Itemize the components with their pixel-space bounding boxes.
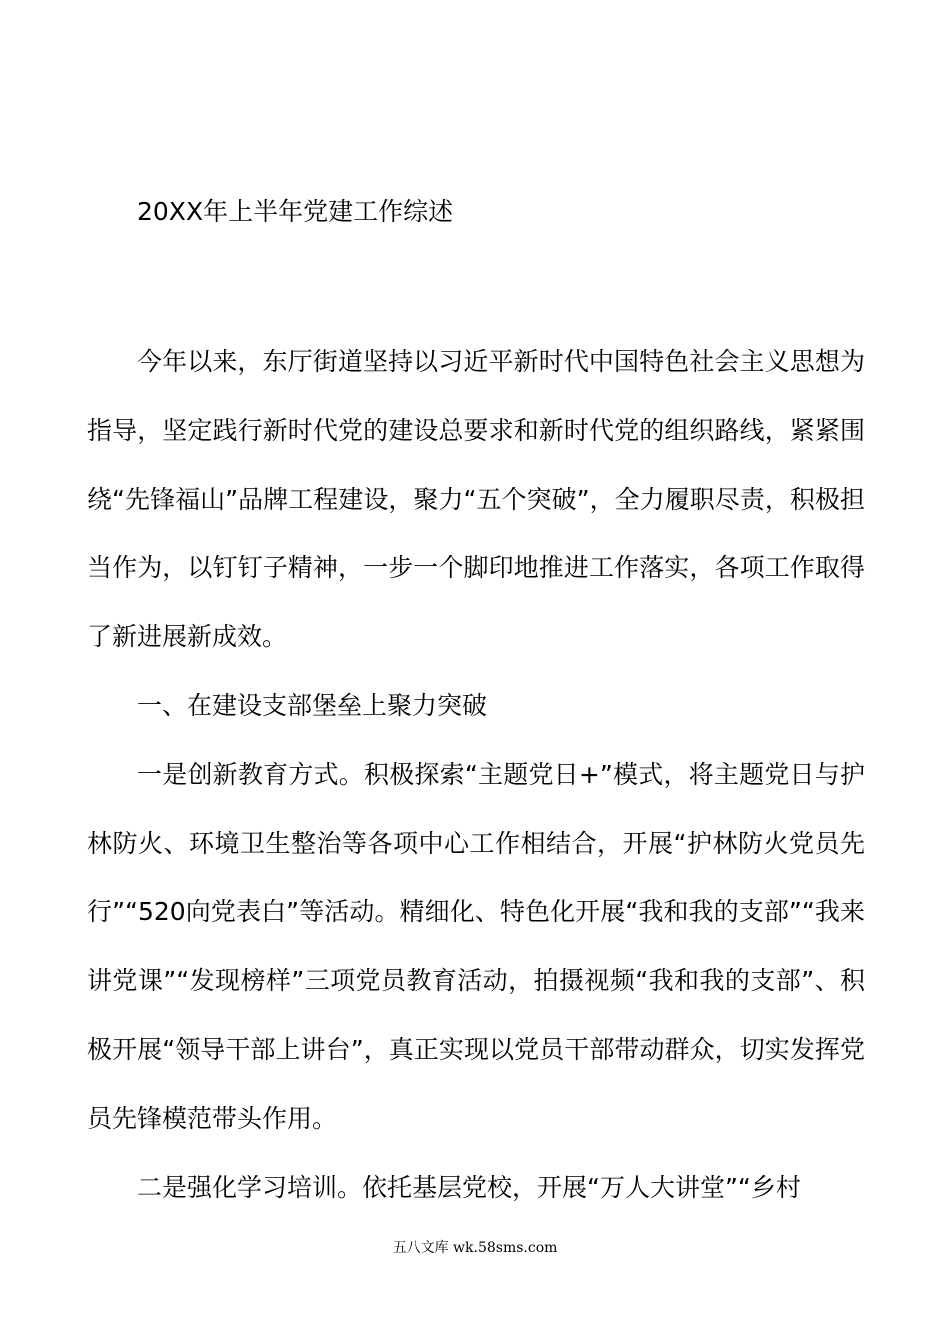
paragraph-education: 一是创新教育方式。积极探索“主题党日+”模式，将主题党日与护林防火、环境卫生整治等各项中心工作相结合，开展“护林防火党员先行”“520向党表白”等活动。精细化、特色化开展“我和我的支部”“我来讲党课”“发现榜样”三项党员教育活动，拍摄视频“我和我的支部”、积极开展“领导干部上讲台”，真正实现以党员干部带动群众，切实发挥党员先锋模范带头作用。 [87, 759, 865, 1133]
section-heading-1: 一、在建设支部堡垒上聚力突破 [137, 690, 488, 720]
document-body [87, 328, 865, 1222]
paragraph-intro: 今年以来，东厅街道坚持以习近平新时代中国特色社会主义思想为指导，坚定践行新时代党的建设总要求和新时代党的组织路线，紧紧围绕“先锋福山”品牌工程建设，聚力“五个突破”，全力履职尽责，积极担当作为，以钉钉子精神，一步一个脚印地推进工作落实，各项工作取得了新进展新成效。 [87, 347, 865, 652]
document-title: 20XX年上半年党建工作综述 [137, 197, 454, 226]
paragraph-training: 二是强化学习培训。依托基层党校，开展“万人大讲堂”“乡村 [137, 1172, 801, 1202]
footer-watermark: 五八文库 wk.58sms.com [392, 1240, 558, 1256]
